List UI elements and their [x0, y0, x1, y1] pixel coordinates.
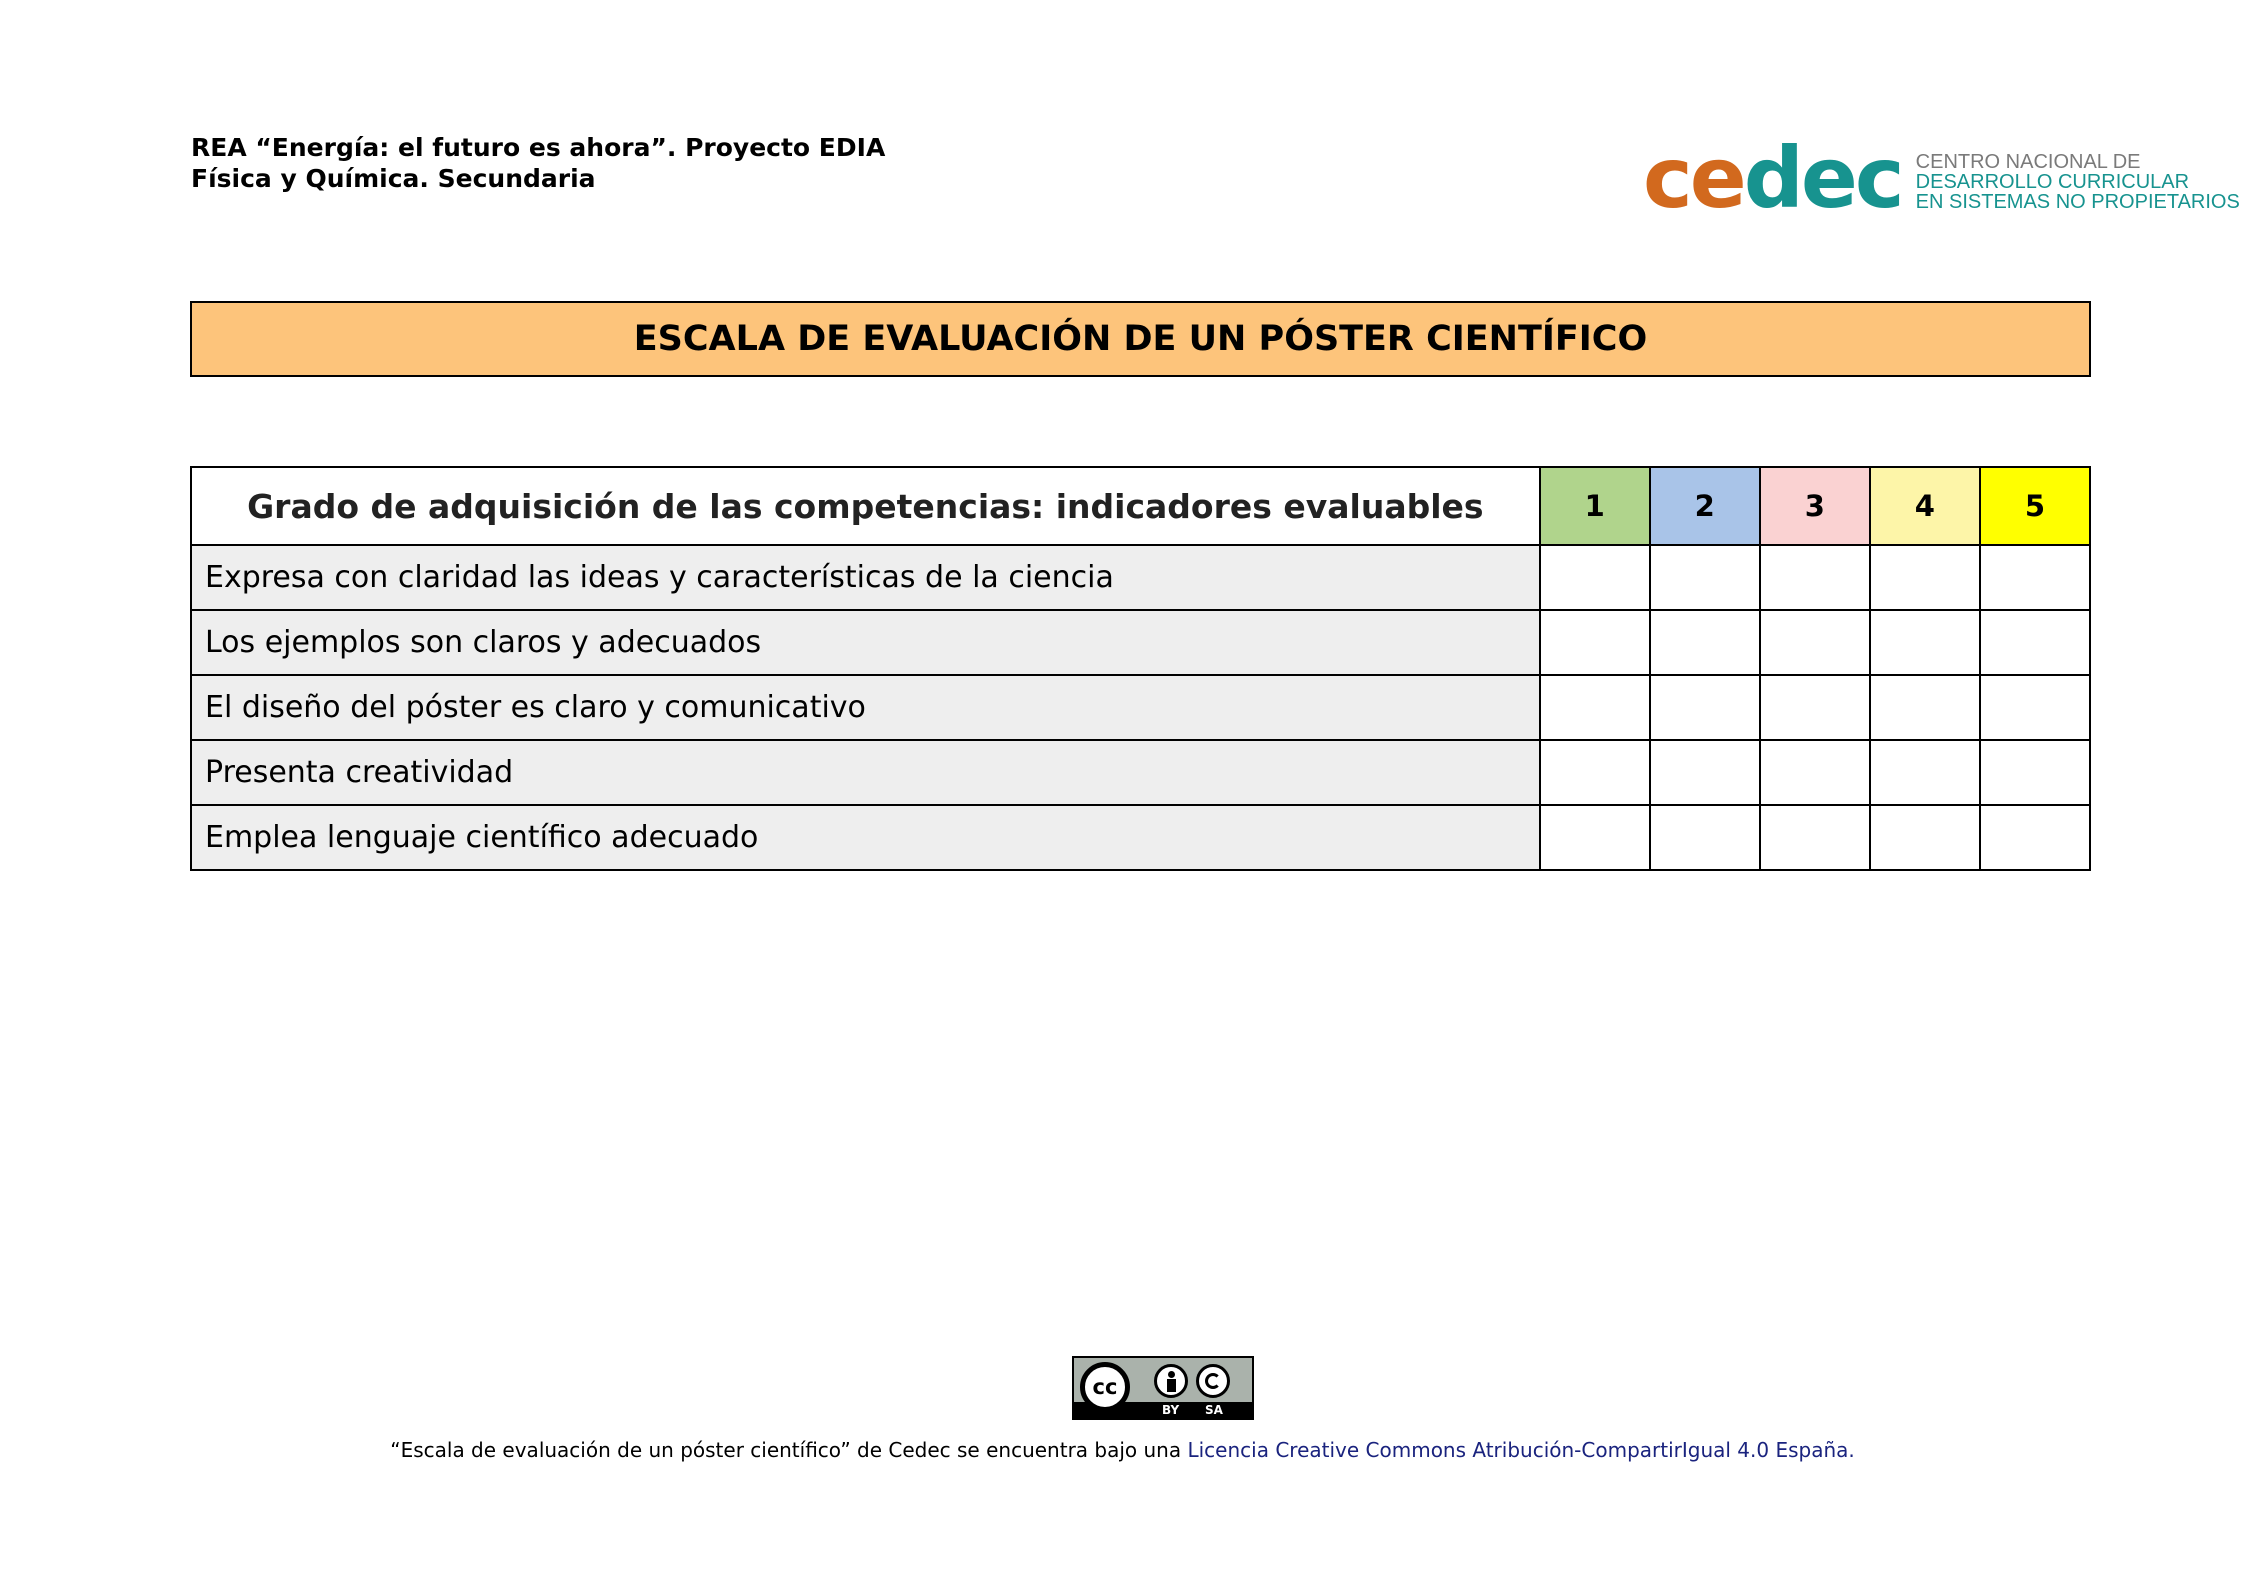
badge-by-label: BY — [1162, 1403, 1180, 1417]
cedec-logo — [1643, 129, 2240, 227]
score-cell[interactable] — [1760, 610, 1870, 675]
score-header-4: 4 — [1870, 467, 1980, 545]
score-cell[interactable] — [1870, 740, 1980, 805]
score-cell[interactable] — [1650, 610, 1760, 675]
score-header-1: 1 — [1540, 467, 1650, 545]
table-row — [191, 610, 2090, 675]
score-cell[interactable] — [1540, 740, 1650, 805]
cedec-logo-wordmark: cedec — [1643, 129, 1902, 227]
score-cell[interactable] — [1760, 545, 1870, 610]
table-row — [191, 805, 2090, 870]
score-cell[interactable] — [1980, 610, 2090, 675]
score-cell[interactable] — [1870, 805, 1980, 870]
score-cell[interactable] — [1980, 805, 2090, 870]
score-cell[interactable] — [1540, 545, 1650, 610]
header-line-subject: Física y Química. Secundaria — [191, 164, 596, 193]
score-cell[interactable] — [1760, 740, 1870, 805]
license-text: “Escala de evaluación de un póster científico” de Cedec se encuentra bajo una — [390, 1438, 1188, 1462]
score-cell[interactable] — [1540, 675, 1650, 740]
indicator-label: Los ejemplos son claros y adecuados — [191, 610, 1540, 675]
evaluation-table — [190, 466, 2091, 871]
table-row — [191, 545, 2090, 610]
table-row — [191, 675, 2090, 740]
score-cell[interactable] — [1980, 675, 2090, 740]
score-cell[interactable] — [1650, 675, 1760, 740]
badge-sa-label: SA — [1205, 1403, 1223, 1417]
cc-icon: cc — [1080, 1362, 1130, 1412]
cedec-logo-subtitle: CENTRO NACIONAL DE DESARROLLO CURRICULAR EN SISTEMAS NO PROPIETARIOS — [1915, 151, 2240, 213]
score-cell[interactable] — [1870, 675, 1980, 740]
page-title: ESCALA DE EVALUACIÓN DE UN PÓSTER CIENTÍFICO — [190, 301, 2091, 377]
indicator-column-header: Grado de adquisición de las competencias: indicadores evaluables — [191, 467, 1540, 545]
score-header-5: 5 — [1980, 467, 2090, 545]
indicator-label: Presenta creatividad — [191, 740, 1540, 805]
score-cell[interactable] — [1760, 675, 1870, 740]
score-cell[interactable] — [1980, 545, 2090, 610]
score-cell[interactable] — [1540, 805, 1650, 870]
cc-by-sa-badge[interactable] — [1072, 1356, 1254, 1420]
indicator-label: Expresa con claridad las ideas y características de la ciencia — [191, 545, 1540, 610]
document-header — [191, 132, 885, 194]
score-cell[interactable] — [1980, 740, 2090, 805]
score-cell[interactable] — [1650, 740, 1760, 805]
score-cell[interactable] — [1870, 545, 1980, 610]
table-header-row — [191, 467, 2090, 545]
score-header-2: 2 — [1650, 467, 1760, 545]
header-line-project: REA “Energía: el futuro es ahora”. Proyecto EDIA — [191, 133, 886, 162]
attribution-icon — [1154, 1364, 1188, 1398]
license-link[interactable]: Licencia Creative Commons Atribución-CompartirIgual 4.0 España. — [1187, 1438, 1855, 1462]
score-cell[interactable] — [1760, 805, 1870, 870]
indicator-label: El diseño del póster es claro y comunicativo — [191, 675, 1540, 740]
table-row — [191, 740, 2090, 805]
score-cell[interactable] — [1540, 610, 1650, 675]
score-cell[interactable] — [1650, 805, 1760, 870]
score-cell[interactable] — [1650, 545, 1760, 610]
score-cell[interactable] — [1870, 610, 1980, 675]
score-header-3: 3 — [1760, 467, 1870, 545]
license-footer — [0, 1438, 2245, 1462]
indicator-label: Emplea lenguaje científico adecuado — [191, 805, 1540, 870]
share-alike-icon — [1196, 1364, 1230, 1398]
